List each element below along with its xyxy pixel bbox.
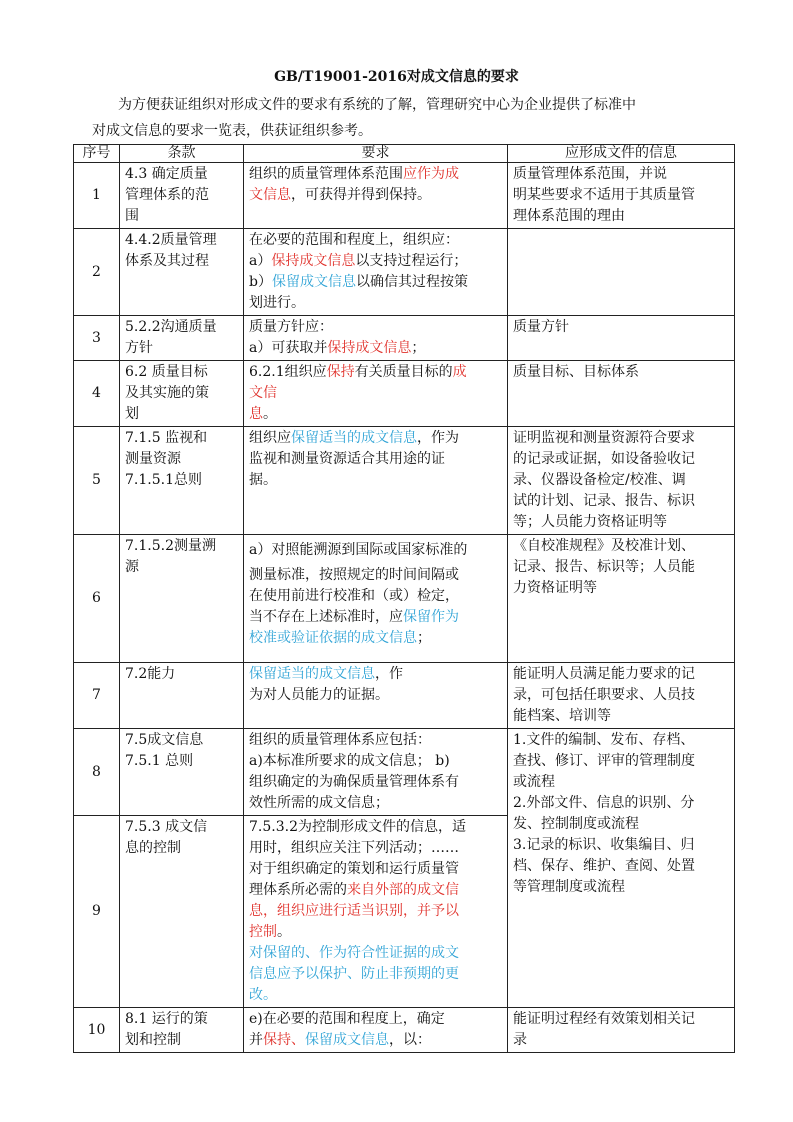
row-number: 10 xyxy=(74,1008,120,1053)
req-text: 组织的质量管理体系应包括： xyxy=(249,732,431,748)
req-text: ，以： xyxy=(389,1032,431,1048)
row-number: 8 xyxy=(74,729,120,816)
req-highlight: 保留成文信息 xyxy=(305,1032,389,1048)
requirement-cell xyxy=(244,427,508,535)
req-highlight: 息，组织应进行适当识别，并予以 xyxy=(249,903,459,919)
clause-line: 4.4.2质量管理 xyxy=(125,232,217,248)
info-line: 质量管理体系范围，并说 xyxy=(513,166,667,182)
requirement-cell xyxy=(244,1008,508,1053)
req-highlight: 控制 xyxy=(249,924,277,940)
info-cell xyxy=(508,163,735,229)
req-text: ； xyxy=(417,630,431,646)
table-row xyxy=(74,316,735,361)
req-highlight: 校准或验证依据的成文信息 xyxy=(249,630,417,646)
clause-line: 7.2能力 xyxy=(125,666,176,682)
info-line: 录，可包括任职要求、人员技 xyxy=(513,687,695,703)
info-line: 录、仪器设备检定/校准、调 xyxy=(513,472,686,488)
row-number: 5 xyxy=(74,427,120,535)
requirement-cell xyxy=(244,163,508,229)
table-row xyxy=(74,229,735,316)
info-line: 质量目标、目标体系 xyxy=(513,364,639,380)
clause-line: 7.1.5.2测量溯 xyxy=(125,538,216,554)
req-highlight: 保持成文信息 xyxy=(327,340,412,356)
req-text: ，可获得并得到保持。 xyxy=(291,187,431,203)
info-line: 证明监视和测量资源符合要求 xyxy=(513,430,695,446)
row-number: 3 xyxy=(74,316,120,361)
info-line: 理体系范围的理由 xyxy=(513,208,625,224)
requirement-cell xyxy=(244,229,508,316)
req-text: 当不存在上述标准时，应 xyxy=(249,609,403,625)
req-highlight: 改。 xyxy=(249,987,277,1003)
req-text: 组织的质量管理体系范围 xyxy=(249,166,403,182)
req-text: ，作为 xyxy=(417,430,459,446)
info-line: 《自校准规程》及校准计划、 xyxy=(513,538,695,554)
table-row xyxy=(74,663,735,729)
clause-line: 7.1.5 监视和 xyxy=(125,430,208,446)
req-text: 7.5.3.2为控制形成文件的信息，适 xyxy=(249,819,466,835)
req-highlight: 保留成文信息 xyxy=(271,274,356,290)
intro-paragraph xyxy=(92,92,732,144)
clause-line: 源 xyxy=(125,559,139,575)
info-line: 2.外部文件、信息的识别、分 xyxy=(513,795,695,811)
requirements-table xyxy=(73,144,735,1053)
req-text: 用时，组织应关注下列活动；…… xyxy=(249,840,459,856)
clause-cell xyxy=(120,163,244,229)
clause-line: 体系及其过程 xyxy=(125,253,209,269)
clause-line: 7.1.5.1总则 xyxy=(125,472,202,488)
req-highlight: 保留适当的成文信息 xyxy=(249,666,375,682)
req-text: 。 xyxy=(277,924,291,940)
info-cell xyxy=(508,535,735,663)
intro-line-2: 对成文信息的要求一览表，供获证组织参考。 xyxy=(92,123,372,139)
info-line: 发、控制制度或流程 xyxy=(513,816,639,832)
info-line: 力资格证明等 xyxy=(513,580,597,596)
req-highlight: 保持成文信息 xyxy=(271,253,356,269)
table-row xyxy=(74,427,735,535)
clause-line: 划 xyxy=(125,406,139,422)
info-cell xyxy=(508,229,735,316)
info-cell xyxy=(508,663,735,729)
info-line: 录 xyxy=(513,1032,527,1048)
clause-line: 划和控制 xyxy=(125,1032,181,1048)
req-text: 以支持过程运行； xyxy=(355,253,468,269)
req-highlight: 保留适当的成文信息 xyxy=(291,430,417,446)
clause-line: 7.5.1 总则 xyxy=(125,753,194,769)
requirement-cell xyxy=(244,663,508,729)
row-number: 1 xyxy=(74,163,120,229)
clause-line: 测量资源 xyxy=(125,451,181,467)
req-text: 对于组织确定的策划和运行质量管 xyxy=(249,861,459,877)
table-row xyxy=(74,361,735,427)
clause-cell xyxy=(120,229,244,316)
req-highlight: 文信息 xyxy=(249,187,291,203)
req-text: 效性所需的成文信息； xyxy=(249,795,389,811)
clause-line: 7.5.3 成文信 xyxy=(125,819,208,835)
clause-cell xyxy=(120,361,244,427)
clause-cell xyxy=(120,1008,244,1053)
req-text: 有关质量目标的 xyxy=(354,364,453,380)
info-line: 等；人员能力资格证明等 xyxy=(513,514,667,530)
req-text: 为对人员能力的证据。 xyxy=(249,687,389,703)
clause-line: 5.2.2沟通质量 xyxy=(125,319,217,335)
req-text: a） xyxy=(249,253,272,269)
req-highlight: 来自外部的成文信 xyxy=(347,882,459,898)
requirement-cell xyxy=(244,361,508,427)
clause-cell xyxy=(120,729,244,816)
info-cell xyxy=(508,729,735,1008)
header-clause: 条款 xyxy=(120,145,244,163)
req-text: 。 xyxy=(263,406,277,422)
clause-cell xyxy=(120,427,244,535)
requirement-cell xyxy=(244,316,508,361)
req-text: e)在必要的范围和程度上，确定 xyxy=(249,1011,445,1027)
info-line: 档、保存、维护、查阅、处置 xyxy=(513,858,695,874)
req-text: b） xyxy=(249,274,272,290)
clause-cell xyxy=(120,816,244,1008)
req-highlight: 保持 xyxy=(326,364,355,380)
clause-cell xyxy=(120,535,244,663)
info-line: 试的计划、记录、报告、标识 xyxy=(513,493,695,509)
req-highlight: 对保留的、作为符合性证据的成文 xyxy=(249,945,459,961)
info-cell xyxy=(508,316,735,361)
info-cell xyxy=(508,427,735,535)
info-line: 能证明过程经有效策划相关记 xyxy=(513,1011,695,1027)
table-row xyxy=(74,1008,735,1053)
row-number: 6 xyxy=(74,535,120,663)
info-line: 1.文件的编制、发布、存档、 xyxy=(513,732,695,748)
header-info: 应形成文件的信息 xyxy=(508,145,735,163)
req-highlight: 息 xyxy=(249,406,263,422)
req-highlight: 保留作为 xyxy=(403,609,459,625)
req-highlight: 应作为成 xyxy=(403,166,459,182)
clause-line: 方针 xyxy=(125,340,153,356)
req-text: 以确信其过程按策 xyxy=(355,274,468,290)
header-no: 序号 xyxy=(74,145,120,163)
req-text: 并 xyxy=(249,1032,263,1048)
req-text: 组织应 xyxy=(249,430,291,446)
req-text: 在必要的范围和程度上，组织应： xyxy=(249,232,459,248)
req-text: 6.2.1组织应 xyxy=(249,364,327,380)
row-number: 2 xyxy=(74,229,120,316)
table-row xyxy=(74,163,735,229)
req-text: ，作 xyxy=(375,666,403,682)
info-line: 或流程 xyxy=(513,774,555,790)
req-text: 监视和测量资源适合其用途的证 xyxy=(249,451,445,467)
header-requirement: 要求 xyxy=(244,145,508,163)
info-line: 质量方针 xyxy=(513,319,569,335)
req-text: 理体系所必需的 xyxy=(249,882,347,898)
info-line: 能档案、培训等 xyxy=(513,708,611,724)
clause-line: 7.5成文信息 xyxy=(125,732,204,748)
document-title: GB/T19001-2016对成文信息的要求 xyxy=(274,69,519,85)
info-cell xyxy=(508,361,735,427)
clause-line: 管理体系的范 xyxy=(125,187,209,203)
row-number: 7 xyxy=(74,663,120,729)
req-text: 组织确定的为确保质量管理体系有 xyxy=(249,774,459,790)
table-row xyxy=(74,729,735,816)
clause-line: 6.2 质量目标 xyxy=(125,364,208,380)
info-line: 能证明人员满足能力要求的记 xyxy=(513,666,695,682)
info-line: 查找、修订、评审的管理制度 xyxy=(513,753,695,769)
clause-line: 8.1 运行的策 xyxy=(125,1011,208,1027)
info-cell xyxy=(508,1008,735,1053)
req-text: ； xyxy=(411,340,426,356)
clause-cell xyxy=(120,663,244,729)
req-highlight: 保持、 xyxy=(263,1032,305,1048)
req-text: 质量方针应： xyxy=(249,319,333,335)
req-highlight: 文信 xyxy=(249,385,277,401)
info-line: 记录、报告、标识等；人员能 xyxy=(513,559,695,575)
req-text: a)本标准所要求的成文信息； b) xyxy=(249,753,450,769)
requirement-cell xyxy=(244,729,508,816)
clause-cell xyxy=(120,316,244,361)
req-highlight: 成 xyxy=(452,364,467,380)
table-header-row xyxy=(74,145,735,163)
req-text: 划进行。 xyxy=(249,295,305,311)
info-line: 等管理制度或流程 xyxy=(513,879,625,895)
req-text: 在使用前进行校准和（或）检定， xyxy=(249,588,459,604)
requirement-cell xyxy=(244,816,508,1008)
req-text: 据。 xyxy=(249,472,277,488)
req-text: 测量标准，按照规定的时间间隔或 xyxy=(249,567,459,583)
clause-line: 息的控制 xyxy=(125,840,181,856)
info-line: 明某些要求不适用于其质量管 xyxy=(513,187,695,203)
clause-line: 4.3 确定质量 xyxy=(125,166,208,182)
table-row xyxy=(74,535,735,663)
info-line: 的记录或证据，如设备验收记 xyxy=(513,451,695,467)
row-number: 4 xyxy=(74,361,120,427)
info-line: 3.记录的标识、收集编目、归 xyxy=(513,837,695,853)
req-text: a）对照能溯源到国际或国家标准的 xyxy=(249,542,468,558)
clause-line: 及其实施的策 xyxy=(125,385,209,401)
clause-line: 围 xyxy=(125,208,139,224)
intro-line-1: 为方便获证组织对形成文件的要求有系统的了解，管理研究中心为企业提供了标准中 xyxy=(118,97,636,113)
row-number: 9 xyxy=(74,816,120,1008)
requirement-cell xyxy=(244,535,508,663)
req-highlight: 信息应予以保护、防止非预期的更 xyxy=(249,966,459,982)
req-text: a）可获取并 xyxy=(249,340,328,356)
